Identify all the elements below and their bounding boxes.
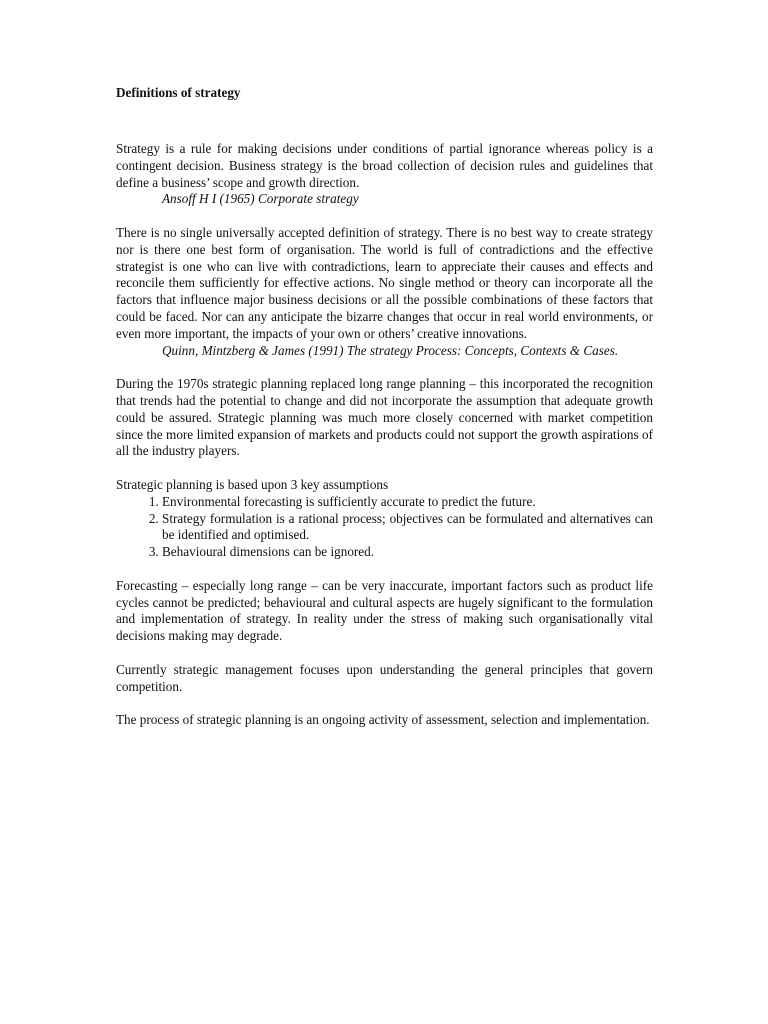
paragraph-strategy-rule: Strategy is a rule for making decisions under conditions of partial ignorance whereas policy is a contingent decision. Business strategy is the broad collection of decision rules and guidelines that define a business’ scope and growth direction.: [116, 141, 653, 190]
list-item: 1. Environmental forecasting is sufficiently accurate to predict the future.: [162, 494, 653, 511]
list-item: 3. Behavioural dimensions can be ignored.: [162, 544, 653, 561]
paragraph-strategic-management: Currently strategic management focuses upon understanding the general principles that govern competition.: [116, 661, 653, 694]
list-item: 2. Strategy formulation is a rational process; objectives can be formulated and alternatives can be identified and optimised.: [162, 511, 653, 545]
page-title: Definitions of strategy: [116, 85, 241, 100]
document-page: [116, 84, 653, 746]
paragraph-ongoing-activity: The process of strategic planning is an ongoing activity of assessment, selection and implementation.: [116, 712, 650, 728]
paragraph-forecasting: Forecasting – especially long range – can be very inaccurate, important factors such as product life cycles cannot be predicted; behavioural and cultural aspects are hugely significant to the formulation and implementation of strategy. In reality under the stress of making such organisationally vital decisions making may degrade.: [116, 577, 653, 644]
citation-quinn: Quinn, Mintzberg & James (1991) The strategy Process: Concepts, Contexts & Cases.: [162, 342, 619, 358]
assumptions-list: [116, 494, 653, 561]
citation-ansoff: Ansoff H I (1965) Corporate strategy: [162, 191, 359, 207]
paragraph-no-single-definition: There is no single universally accepted definition of strategy. There is no best way to create strategy nor is there one best form of organisation. The world is full of contradictions and the effective strategist is one who can live with contradictions, learn to appreciate their causes and effects and reconcile them sufficiently for effective actions. No single method or theory can incorporate all the factors that influence major business decisions or all the possible combinations of these factors that could be faced. Nor can any anticipate the bizarre changes that occur in real world environments, or even more important, the impacts of your own or others’ creative innovations.: [116, 224, 653, 341]
paragraph-1970s-planning: During the 1970s strategic planning replaced long range planning – this incorporated the recognition that trends had the potential to change and did not incorporate the assumption that adequate growth could be assured. Strategic planning was much more closely concerned with market competition since the more limited expansion of markets and products could not support the growth aspirations of all the industry players.: [116, 376, 653, 459]
list-intro: Strategic planning is based upon 3 key assumptions: [116, 476, 389, 492]
